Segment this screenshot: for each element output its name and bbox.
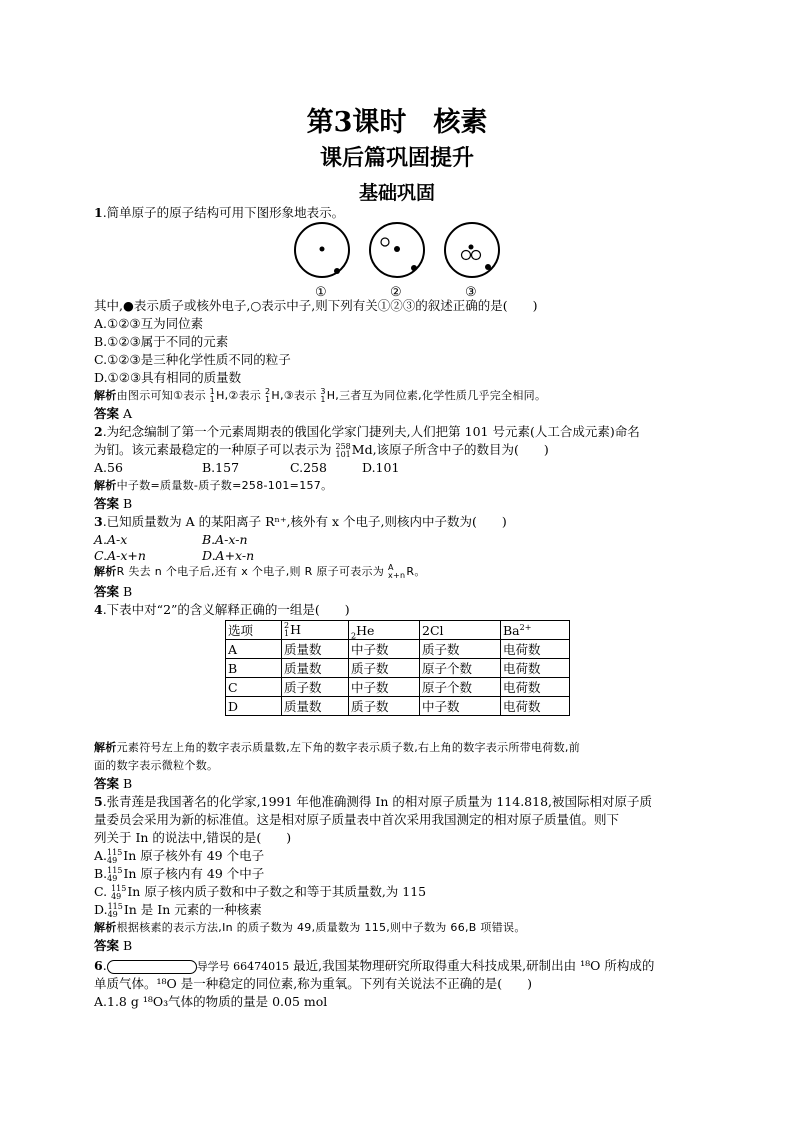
q4-number: 4 [94,602,103,617]
q6-option-a: A.1.8 g ¹⁸O₃气体的物质的量是 0.05 mol [94,994,328,1009]
q4-answer-value: B [123,776,133,791]
q3-answer-value: B [123,584,133,599]
table-cell: 电荷数 [501,640,570,659]
answer-label: 答案 [94,776,120,791]
q6-number: 6 [94,958,103,973]
fig-label-3: ③ [465,285,477,300]
table-cell: A [226,640,282,659]
q2-stem-text-2: 为钔。该元素最稳定的一种原子可以表示为 [94,442,336,457]
table-cell: 质子数 [349,697,420,716]
atom-diagram-1 [295,223,349,277]
header-h: H [290,621,301,637]
table-cell: 电荷数 [501,659,570,678]
q3-stem [94,514,507,530]
q1-answer-value: A [123,406,133,421]
answer-label: 答案 [94,406,120,421]
q1-option-d: D.①②③具有相同的质量数 [94,370,242,385]
option-text: In 是 In 元素的一种核素 [123,902,262,917]
page-subtitle: 课后篇巩固提升 [319,145,474,171]
q2-stem-text-3: Md,该原子所含中子的数目为( ) [351,442,549,457]
iso-proton: 49 [107,909,118,919]
q3-analysis-tail: R。 [406,565,426,578]
isotope-h3: 3 1 [320,387,326,404]
q3-analysis [94,564,426,580]
option-prefix: B. [94,866,108,881]
q5-answer [94,938,132,954]
q2-answer-value: B [123,496,133,511]
q2-option-c: C.258 [290,460,327,475]
iso-proton: 49 [107,855,118,865]
isotope-md [335,443,350,459]
option-prefix: A. [94,848,108,863]
table-cell: 电荷数 [501,697,570,716]
iso-mass: 115 [107,847,123,857]
table-cell: 中子数 [349,640,420,659]
fig-label-1: ① [315,285,327,300]
q5-analysis [94,920,526,936]
atom-diagram-2 [370,223,424,277]
q2-stem-line2 [94,442,549,459]
q2-stem-text-1: .为纪念编制了第一个元素周期表的俄国化学家门捷列夫,人们把第 101 号元素(人工合成元素)命名 [102,424,640,439]
table-cell: 质子数 [349,659,420,678]
table-cell: 原子个数 [420,659,501,678]
q2-answer [94,496,132,512]
iso-proton: 49 [111,891,122,901]
q3-option-d: D.A+x-n [202,548,255,563]
q2-option-d: D.101 [362,460,400,475]
q5-answer-value: B [123,938,133,953]
q1-analysis-text-2: H,②表示 [216,389,265,402]
answer-label: 答案 [94,938,120,953]
isotope-h1: 1 1 [209,387,216,404]
q2-analysis-text: 中子数=质量数-质子数=258-101=157。 [116,479,333,492]
q3-answer [94,584,132,600]
q3-option-a: A.A-x [94,532,128,547]
q2-option-a: A.56 [94,460,123,475]
guide-tag-box [107,960,197,974]
table-header-row [226,621,570,640]
analysis-label: 解析 [94,741,117,754]
q4-analysis-text-1: 元素符号左上角的数字表示质量数,左下角的数字表示质子数,右上角的数字表示所带电荷数,前 [116,741,580,754]
table-cell: 质子数 [420,640,501,659]
section-heading: 基础巩固 [358,182,435,204]
q3-number: 3 [94,514,103,529]
q2-analysis [94,478,332,494]
table-header-cell: $Ba^{2+}$ [501,621,570,640]
option-text: In 原子核内有 49 个中子 [123,866,265,881]
q4-analysis-line2: 面的数字表示微粒个数。 [94,759,219,772]
q3-option-b: B.A-x-n [202,532,248,547]
q6-stem-text-1: 最近,我国某物理研究所取得重大科技成果,研制出由 ¹⁸O 所构成的 [293,958,655,973]
table-cell: 电荷数 [501,678,570,697]
table-cell: 质量数 [282,659,349,678]
q1-legend: 其中,●表示质子或核外电子,○表示中子,则下列有关①②③的叙述正确的是( ) [94,298,538,313]
fig-label-2: ② [390,285,402,300]
q1-option-c: C.①②③是三种化学性质不同的粒子 [94,352,291,367]
answer-label: 答案 [94,584,120,599]
q5-option-b [94,866,264,883]
header-ba: Ba [503,622,520,638]
q1-stem-text: .简单原子的原子结构可用下图形象地表示。 [102,205,345,220]
analysis-label: 解析 [94,479,117,492]
q6-stem-line2: 单质气体。¹⁸O 是一种稳定的同位素,称为重氧。下列有关说法不正确的是( ) [94,976,532,991]
table-cell: 质量数 [282,697,349,716]
table-header-cell: 2Cl [420,621,501,640]
q1-analysis-text-4: H,三者互为同位素,化学性质几乎完全相同。 [326,389,547,402]
option-prefix: D. [94,902,108,917]
q1-option-b: B.①②③属于不同的元素 [94,334,229,349]
q5-option-d [94,902,262,919]
table-row [226,640,570,659]
q4-analysis-line1 [94,740,580,756]
iso-mass: A [387,563,394,572]
table-cell: B [226,659,282,678]
q1-number: 1 [94,205,103,220]
table-cell: 中子数 [420,697,501,716]
atom-structure-figure [290,222,510,300]
header-he: He [356,622,375,638]
q2-number: 2 [94,424,103,439]
option-text: In 原子核外有 49 个电子 [123,848,265,863]
table-cell: C [226,678,282,697]
q3-analysis-text: R 失去 n 个电子后,还有 x 个电子,则 R 原子可表示为 [116,565,388,578]
q4-answer [94,776,132,792]
q5-number: 5 [94,794,103,809]
q4-stem-text: .下表中对“2”的含义解释正确的一组是( ) [102,602,350,617]
q5-stem-line1 [94,794,652,810]
q2-stem-line1 [94,424,640,440]
analysis-label: 解析 [94,389,117,402]
table-header-cell: $_2$He [349,621,420,640]
q5-option-c [94,884,426,901]
q3-stem-text: .已知质量数为 A 的某阳离子 Rⁿ⁺,核外有 x 个电子,则核内中子数为( ) [102,514,507,529]
q5-option-a [94,848,264,865]
q2-option-b: B.157 [202,460,240,475]
q5-stem-line2: 量委员会采用为新的标准值。这是相对原子质量表中首次采用我国测定的相对原子质量值。则下 [94,812,620,827]
q5-analysis-text: 根据核素的表示方法,In 的质子数为 49,质量数为 115,则中子数为 66,B 项错误。 [116,921,526,934]
table-header-cell: 选项 [226,621,282,640]
q5-stem-line3: 列关于 In 的说法中,错误的是( ) [94,830,292,845]
q1-analysis-text-3: H,③表示 [271,389,321,402]
iso-mass: 115 [111,883,127,893]
isotope-in [111,885,126,901]
q4-stem [94,602,350,618]
isotope-in [107,849,122,865]
q5-stem-text-1: .张青莲是我国著名的化学家,1991 年他准确测得 In 的相对原子质量为 114.818,被国际相对原子质 [102,794,653,809]
table-row [226,678,570,697]
iso-mass: 115 [107,865,123,875]
iso-proton: 101 [335,449,351,459]
option-text: In 原子核内质子数和中子数之和等于其质量数,为 115 [127,884,427,899]
isotope-h2: 2 1 [265,387,271,404]
table-cell: 质量数 [282,640,349,659]
table-cell: D [226,697,282,716]
table-row [226,697,570,716]
q3-option-c: C.A-x+n [94,548,146,563]
q1-analysis-text-1: 由图示可知①表示 [116,389,210,402]
q4-table [225,620,570,716]
option-prefix: C. [94,884,112,899]
isotope-r [388,564,405,580]
iso-proton: x+n [387,571,406,580]
analysis-label: 解析 [94,565,117,578]
iso-proton: 49 [107,873,118,883]
page-title: 第3课时 核素 [306,107,488,138]
table-row [226,659,570,678]
q6-guide-number: 导学号 66474015 [196,960,290,973]
iso-mass: 115 [107,901,123,911]
q1-option-a: A.①②③互为同位素 [94,316,204,331]
table-cell: 中子数 [349,678,420,697]
answer-label: 答案 [94,496,120,511]
isotope-in [107,867,122,883]
table-cell: 原子个数 [420,678,501,697]
table-header-cell: 2 1 H [282,621,349,640]
q1-analysis [94,388,546,404]
atom-diagram-3 [445,223,499,277]
iso-mass: 258 [335,441,351,451]
q1-answer [94,406,132,422]
table-cell: 质子数 [282,678,349,697]
q1-stem [94,205,344,221]
analysis-label: 解析 [94,921,117,934]
isotope-in [108,903,123,919]
q6-stem-line1: 6. 导学号 66474015 最近,我国某物理研究所取得重大科技成果,研制出由 ¹⁸O 所构成的 [94,958,655,973]
